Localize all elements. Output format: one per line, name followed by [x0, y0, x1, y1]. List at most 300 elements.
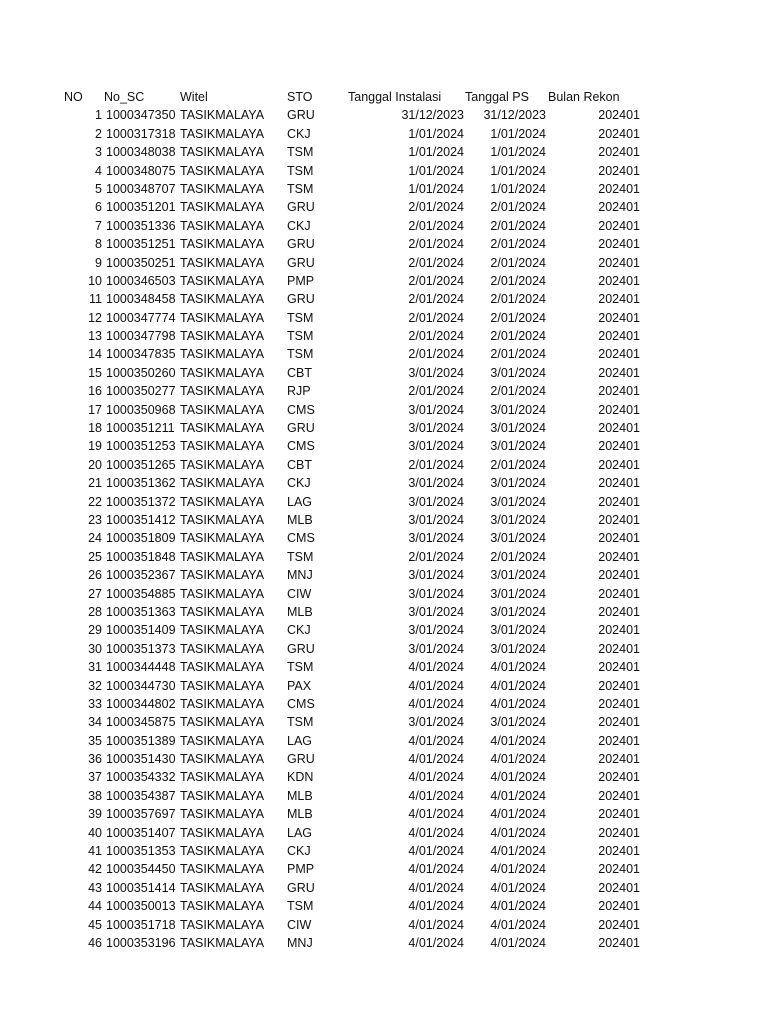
- cell-tanggal-ps: 3/01/2024: [490, 402, 546, 417]
- cell-witel: TASIKMALAYA: [180, 807, 265, 822]
- cell-tanggal-instalasi: 2/01/2024: [408, 237, 464, 252]
- cell-tanggal-ps: 3/01/2024: [490, 623, 546, 638]
- header-tanggal-ps: Tanggal PS: [465, 90, 529, 104]
- cell-no: 44: [88, 899, 102, 914]
- cell-tanggal-ps: 3/01/2024: [490, 586, 546, 601]
- cell-bulan-rekon: 202401: [598, 439, 640, 454]
- table-row: [60, 897, 660, 915]
- table-row: [60, 493, 660, 511]
- table-row: [60, 677, 660, 695]
- table-row: [60, 529, 660, 547]
- cell-bulan-rekon: 202401: [598, 917, 640, 932]
- spreadsheet-table: [60, 88, 660, 952]
- cell-tanggal-instalasi: 3/01/2024: [408, 586, 464, 601]
- cell-tanggal-ps: 2/01/2024: [490, 329, 546, 344]
- cell-tanggal-ps: 2/01/2024: [490, 200, 546, 215]
- cell-witel: TASIKMALAYA: [180, 126, 265, 141]
- cell-sto: LAG: [287, 825, 313, 840]
- cell-no: 40: [88, 825, 102, 840]
- cell-sto: PAX: [287, 678, 312, 693]
- cell-no: 34: [88, 715, 102, 730]
- cell-bulan-rekon: 202401: [598, 292, 640, 307]
- cell-tanggal-ps: 4/01/2024: [490, 917, 546, 932]
- cell-no: 28: [88, 604, 102, 619]
- table-row: [60, 732, 660, 750]
- cell-bulan-rekon: 202401: [598, 310, 640, 325]
- cell-sto: CMS: [287, 696, 315, 711]
- table-row: [60, 805, 660, 823]
- cell-no-sc: 1000317318: [106, 126, 176, 141]
- cell-no: 16: [88, 384, 102, 399]
- cell-sto: MLB: [287, 512, 313, 527]
- table-row: [60, 125, 660, 143]
- cell-bulan-rekon: 202401: [598, 329, 640, 344]
- cell-no: 36: [88, 752, 102, 767]
- cell-bulan-rekon: 202401: [598, 678, 640, 693]
- cell-bulan-rekon: 202401: [598, 807, 640, 822]
- cell-witel: TASIKMALAYA: [180, 181, 265, 196]
- table-row: [60, 309, 660, 327]
- cell-witel: TASIKMALAYA: [180, 145, 265, 160]
- cell-tanggal-instalasi: 4/01/2024: [408, 678, 464, 693]
- cell-no-sc: 1000351265: [106, 457, 176, 472]
- cell-no-sc: 1000351848: [106, 549, 176, 564]
- cell-tanggal-instalasi: 3/01/2024: [408, 421, 464, 436]
- table-row: [60, 345, 660, 363]
- cell-witel: TASIKMALAYA: [180, 899, 265, 914]
- cell-no: 12: [88, 310, 102, 325]
- cell-bulan-rekon: 202401: [598, 844, 640, 859]
- cell-sto: MLB: [287, 807, 313, 822]
- cell-no-sc: 1000351407: [106, 825, 176, 840]
- cell-no: 19: [88, 439, 102, 454]
- cell-tanggal-instalasi: 4/01/2024: [408, 660, 464, 675]
- cell-tanggal-instalasi: 2/01/2024: [408, 218, 464, 233]
- cell-bulan-rekon: 202401: [598, 476, 640, 491]
- table-row: [60, 548, 660, 566]
- cell-no: 29: [88, 623, 102, 638]
- cell-witel: TASIKMALAYA: [180, 292, 265, 307]
- cell-sto: CIW: [287, 586, 312, 601]
- cell-witel: TASIKMALAYA: [180, 586, 265, 601]
- cell-tanggal-ps: 4/01/2024: [490, 825, 546, 840]
- cell-bulan-rekon: 202401: [598, 273, 640, 288]
- cell-tanggal-instalasi: 3/01/2024: [408, 568, 464, 583]
- cell-tanggal-instalasi: 1/01/2024: [408, 163, 464, 178]
- cell-no: 43: [88, 880, 102, 895]
- cell-bulan-rekon: 202401: [598, 384, 640, 399]
- cell-tanggal-ps: 4/01/2024: [490, 880, 546, 895]
- cell-no: 3: [95, 145, 102, 160]
- cell-no: 21: [88, 476, 102, 491]
- cell-witel: TASIKMALAYA: [180, 531, 265, 546]
- cell-no: 6: [95, 200, 102, 215]
- cell-tanggal-ps: 4/01/2024: [490, 862, 546, 877]
- cell-no-sc: 1000344448: [106, 660, 176, 675]
- cell-tanggal-instalasi: 4/01/2024: [408, 696, 464, 711]
- cell-no-sc: 1000351336: [106, 218, 176, 233]
- cell-tanggal-instalasi: 3/01/2024: [408, 604, 464, 619]
- cell-tanggal-ps: 1/01/2024: [490, 181, 546, 196]
- cell-no: 45: [88, 917, 102, 932]
- cell-bulan-rekon: 202401: [598, 549, 640, 564]
- table-row: [60, 621, 660, 639]
- cell-tanggal-instalasi: 2/01/2024: [408, 255, 464, 270]
- cell-no-sc: 1000351201: [106, 200, 176, 215]
- table-row: [60, 162, 660, 180]
- cell-witel: TASIKMALAYA: [180, 678, 265, 693]
- cell-bulan-rekon: 202401: [598, 421, 640, 436]
- cell-no-sc: 1000344730: [106, 678, 176, 693]
- cell-no-sc: 1000351809: [106, 531, 176, 546]
- cell-sto: TSM: [287, 899, 314, 914]
- cell-sto: TSM: [287, 163, 314, 178]
- cell-no: 33: [88, 696, 102, 711]
- cell-tanggal-ps: 4/01/2024: [490, 678, 546, 693]
- cell-sto: CKJ: [287, 623, 311, 638]
- cell-sto: MNJ: [287, 935, 313, 950]
- cell-witel: TASIKMALAYA: [180, 788, 265, 803]
- cell-tanggal-instalasi: 1/01/2024: [408, 126, 464, 141]
- cell-witel: TASIKMALAYA: [180, 660, 265, 675]
- cell-no: 9: [95, 255, 102, 270]
- cell-sto: GRU: [287, 108, 315, 123]
- cell-no-sc: 1000351211: [106, 421, 175, 436]
- cell-no-sc: 1000347774: [106, 310, 176, 325]
- cell-no: 11: [89, 292, 102, 307]
- table-row: [60, 382, 660, 400]
- table-row: [60, 143, 660, 161]
- cell-no: 30: [88, 641, 102, 656]
- cell-tanggal-instalasi: 4/01/2024: [408, 788, 464, 803]
- cell-no: 5: [95, 181, 102, 196]
- header-sto: STO: [287, 90, 313, 104]
- cell-tanggal-ps: 3/01/2024: [490, 531, 546, 546]
- cell-witel: TASIKMALAYA: [180, 623, 265, 638]
- cell-bulan-rekon: 202401: [598, 108, 640, 123]
- table-row: [60, 106, 660, 124]
- cell-witel: TASIKMALAYA: [180, 384, 265, 399]
- cell-no-sc: 1000350251: [106, 255, 176, 270]
- cell-tanggal-instalasi: 3/01/2024: [408, 494, 464, 509]
- cell-no-sc: 1000347835: [106, 347, 176, 362]
- cell-sto: TSM: [287, 660, 314, 675]
- cell-witel: TASIKMALAYA: [180, 733, 265, 748]
- table-row: [60, 585, 660, 603]
- cell-sto: GRU: [287, 292, 315, 307]
- table-row: [60, 640, 660, 658]
- cell-witel: TASIKMALAYA: [180, 696, 265, 711]
- cell-tanggal-ps: 1/01/2024: [490, 163, 546, 178]
- table-row: [60, 327, 660, 345]
- cell-no-sc: 1000351373: [106, 641, 176, 656]
- cell-sto: CMS: [287, 402, 315, 417]
- cell-no-sc: 1000354885: [106, 586, 176, 601]
- cell-bulan-rekon: 202401: [598, 623, 640, 638]
- cell-no-sc: 1000351253: [106, 439, 176, 454]
- table-row: [60, 916, 660, 934]
- table-row: [60, 566, 660, 584]
- cell-bulan-rekon: 202401: [598, 586, 640, 601]
- table-row: [60, 603, 660, 621]
- table-row: [60, 401, 660, 419]
- cell-tanggal-ps: 4/01/2024: [490, 696, 546, 711]
- cell-bulan-rekon: 202401: [598, 752, 640, 767]
- cell-sto: GRU: [287, 237, 315, 252]
- cell-sto: CKJ: [287, 126, 311, 141]
- table-row: [60, 290, 660, 308]
- cell-no: 7: [95, 218, 102, 233]
- cell-no-sc: 1000354332: [106, 770, 176, 785]
- table-row: [60, 658, 660, 676]
- cell-tanggal-ps: 4/01/2024: [490, 660, 546, 675]
- cell-tanggal-ps: 3/01/2024: [490, 715, 546, 730]
- cell-no-sc: 1000351251: [106, 237, 176, 252]
- cell-witel: TASIKMALAYA: [180, 862, 265, 877]
- header-row: [60, 88, 660, 106]
- cell-tanggal-ps: 2/01/2024: [490, 237, 546, 252]
- header-witel: Witel: [180, 90, 208, 104]
- table-row: [60, 456, 660, 474]
- cell-tanggal-instalasi: 4/01/2024: [408, 899, 464, 914]
- cell-witel: TASIKMALAYA: [180, 273, 265, 288]
- cell-no: 14: [88, 347, 102, 362]
- cell-sto: GRU: [287, 641, 315, 656]
- cell-witel: TASIKMALAYA: [180, 347, 265, 362]
- cell-sto: TSM: [287, 145, 314, 160]
- cell-bulan-rekon: 202401: [598, 163, 640, 178]
- cell-no-sc: 1000346503: [106, 273, 176, 288]
- cell-sto: TSM: [287, 347, 314, 362]
- cell-sto: MLB: [287, 788, 313, 803]
- cell-witel: TASIKMALAYA: [180, 457, 265, 472]
- cell-tanggal-instalasi: 4/01/2024: [408, 880, 464, 895]
- cell-no-sc: 1000351363: [106, 604, 176, 619]
- cell-no-sc: 1000354450: [106, 862, 176, 877]
- table-row: [60, 768, 660, 786]
- cell-tanggal-ps: 31/12/2023: [483, 108, 546, 123]
- cell-bulan-rekon: 202401: [598, 715, 640, 730]
- table-row: [60, 419, 660, 437]
- cell-tanggal-ps: 4/01/2024: [490, 733, 546, 748]
- cell-tanggal-instalasi: 3/01/2024: [408, 365, 464, 380]
- cell-bulan-rekon: 202401: [598, 145, 640, 160]
- cell-no: 41: [88, 844, 102, 859]
- cell-witel: TASIKMALAYA: [180, 365, 265, 380]
- cell-tanggal-ps: 2/01/2024: [490, 255, 546, 270]
- cell-no: 4: [95, 163, 102, 178]
- cell-sto: CKJ: [287, 476, 311, 491]
- table-row: [60, 713, 660, 731]
- cell-tanggal-instalasi: 4/01/2024: [408, 844, 464, 859]
- cell-witel: TASIKMALAYA: [180, 237, 265, 252]
- cell-no-sc: 1000351430: [106, 752, 176, 767]
- cell-no-sc: 1000351412: [106, 512, 176, 527]
- cell-tanggal-instalasi: 3/01/2024: [408, 715, 464, 730]
- cell-bulan-rekon: 202401: [598, 604, 640, 619]
- cell-tanggal-instalasi: 4/01/2024: [408, 807, 464, 822]
- cell-tanggal-instalasi: 2/01/2024: [408, 310, 464, 325]
- cell-no-sc: 1000350260: [106, 365, 176, 380]
- cell-bulan-rekon: 202401: [598, 696, 640, 711]
- cell-tanggal-instalasi: 3/01/2024: [408, 476, 464, 491]
- cell-tanggal-instalasi: 3/01/2024: [408, 402, 464, 417]
- cell-no-sc: 1000354387: [106, 788, 176, 803]
- table-body: [60, 106, 660, 952]
- cell-no: 42: [88, 862, 102, 877]
- cell-bulan-rekon: 202401: [598, 365, 640, 380]
- cell-no: 39: [88, 807, 102, 822]
- cell-sto: CMS: [287, 439, 315, 454]
- cell-tanggal-ps: 1/01/2024: [490, 126, 546, 141]
- cell-witel: TASIKMALAYA: [180, 108, 265, 123]
- cell-sto: GRU: [287, 880, 315, 895]
- cell-tanggal-instalasi: 2/01/2024: [408, 329, 464, 344]
- cell-tanggal-ps: 3/01/2024: [490, 476, 546, 491]
- table-row: [60, 842, 660, 860]
- cell-witel: TASIKMALAYA: [180, 917, 265, 932]
- cell-sto: CBT: [287, 365, 312, 380]
- cell-no: 8: [95, 237, 102, 252]
- cell-witel: TASIKMALAYA: [180, 310, 265, 325]
- cell-witel: TASIKMALAYA: [180, 163, 265, 178]
- cell-no: 23: [88, 512, 102, 527]
- cell-tanggal-instalasi: 4/01/2024: [408, 825, 464, 840]
- cell-tanggal-ps: 4/01/2024: [490, 807, 546, 822]
- cell-bulan-rekon: 202401: [598, 255, 640, 270]
- cell-no-sc: 1000345875: [106, 715, 176, 730]
- cell-witel: TASIKMALAYA: [180, 421, 265, 436]
- cell-witel: TASIKMALAYA: [180, 439, 265, 454]
- cell-no-sc: 1000351372: [106, 494, 176, 509]
- cell-witel: TASIKMALAYA: [180, 494, 265, 509]
- cell-witel: TASIKMALAYA: [180, 549, 265, 564]
- cell-sto: CKJ: [287, 844, 311, 859]
- cell-witel: TASIKMALAYA: [180, 512, 265, 527]
- cell-witel: TASIKMALAYA: [180, 200, 265, 215]
- cell-bulan-rekon: 202401: [598, 126, 640, 141]
- cell-tanggal-ps: 2/01/2024: [490, 384, 546, 399]
- cell-tanggal-ps: 1/01/2024: [490, 145, 546, 160]
- cell-sto: CMS: [287, 531, 315, 546]
- cell-tanggal-ps: 2/01/2024: [490, 273, 546, 288]
- table-row: [60, 787, 660, 805]
- cell-tanggal-ps: 2/01/2024: [490, 292, 546, 307]
- cell-bulan-rekon: 202401: [598, 641, 640, 656]
- cell-tanggal-ps: 3/01/2024: [490, 604, 546, 619]
- cell-sto: TSM: [287, 549, 314, 564]
- cell-tanggal-ps: 4/01/2024: [490, 899, 546, 914]
- cell-tanggal-instalasi: 2/01/2024: [408, 384, 464, 399]
- cell-sto: CBT: [287, 457, 312, 472]
- cell-tanggal-ps: 2/01/2024: [490, 310, 546, 325]
- cell-tanggal-ps: 2/01/2024: [490, 218, 546, 233]
- cell-sto: CKJ: [287, 218, 311, 233]
- cell-tanggal-ps: 3/01/2024: [490, 365, 546, 380]
- table-row: [60, 235, 660, 253]
- cell-bulan-rekon: 202401: [598, 531, 640, 546]
- cell-sto: MNJ: [287, 568, 313, 583]
- cell-tanggal-ps: 3/01/2024: [490, 439, 546, 454]
- table-row: [60, 437, 660, 455]
- cell-tanggal-ps: 4/01/2024: [490, 935, 546, 950]
- cell-bulan-rekon: 202401: [598, 733, 640, 748]
- cell-no-sc: 1000352367: [106, 568, 176, 583]
- cell-sto: LAG: [287, 494, 313, 509]
- cell-sto: RJP: [287, 384, 311, 399]
- cell-bulan-rekon: 202401: [598, 899, 640, 914]
- table-row: [60, 860, 660, 878]
- cell-bulan-rekon: 202401: [598, 218, 640, 233]
- cell-tanggal-ps: 2/01/2024: [490, 347, 546, 362]
- cell-tanggal-ps: 3/01/2024: [490, 568, 546, 583]
- cell-witel: TASIKMALAYA: [180, 770, 265, 785]
- cell-witel: TASIKMALAYA: [180, 329, 265, 344]
- cell-sto: GRU: [287, 200, 315, 215]
- cell-bulan-rekon: 202401: [598, 660, 640, 675]
- cell-no-sc: 1000351409: [106, 623, 176, 638]
- cell-bulan-rekon: 202401: [598, 880, 640, 895]
- cell-tanggal-instalasi: 4/01/2024: [408, 752, 464, 767]
- cell-bulan-rekon: 202401: [598, 494, 640, 509]
- cell-witel: TASIKMALAYA: [180, 641, 265, 656]
- cell-sto: GRU: [287, 255, 315, 270]
- cell-witel: TASIKMALAYA: [180, 844, 265, 859]
- cell-witel: TASIKMALAYA: [180, 218, 265, 233]
- cell-no-sc: 1000347350: [106, 108, 176, 123]
- cell-no-sc: 1000351414: [106, 880, 176, 895]
- cell-no: 10: [88, 273, 102, 288]
- cell-tanggal-instalasi: 2/01/2024: [408, 200, 464, 215]
- cell-no-sc: 1000348075: [106, 163, 176, 178]
- cell-tanggal-ps: 3/01/2024: [490, 421, 546, 436]
- cell-sto: GRU: [287, 421, 315, 436]
- cell-no-sc: 1000357697: [106, 807, 176, 822]
- cell-witel: TASIKMALAYA: [180, 880, 265, 895]
- table-row: [60, 879, 660, 897]
- cell-no: 17: [88, 402, 102, 417]
- cell-no-sc: 1000351389: [106, 733, 176, 748]
- table-row: [60, 364, 660, 382]
- cell-no: 1: [95, 108, 102, 123]
- cell-tanggal-ps: 2/01/2024: [490, 549, 546, 564]
- cell-no: 25: [88, 549, 102, 564]
- cell-no: 37: [88, 770, 102, 785]
- cell-no-sc: 1000350968: [106, 402, 176, 417]
- cell-no: 35: [88, 733, 102, 748]
- cell-no: 38: [88, 788, 102, 803]
- cell-bulan-rekon: 202401: [598, 237, 640, 252]
- cell-tanggal-ps: 4/01/2024: [490, 770, 546, 785]
- cell-tanggal-instalasi: 2/01/2024: [408, 549, 464, 564]
- cell-no: 32: [88, 678, 102, 693]
- header-no: NO: [64, 90, 83, 104]
- cell-no-sc: 1000351362: [106, 476, 176, 491]
- cell-sto: PMP: [287, 862, 315, 877]
- cell-no-sc: 1000347798: [106, 329, 176, 344]
- header-bulan-rekon: Bulan Rekon: [548, 90, 620, 104]
- cell-tanggal-instalasi: 3/01/2024: [408, 641, 464, 656]
- cell-no-sc: 1000350277: [106, 384, 176, 399]
- cell-bulan-rekon: 202401: [598, 402, 640, 417]
- cell-no: 18: [88, 421, 102, 436]
- cell-tanggal-ps: 2/01/2024: [490, 457, 546, 472]
- cell-tanggal-instalasi: 1/01/2024: [408, 181, 464, 196]
- cell-no: 2: [95, 126, 102, 141]
- cell-witel: TASIKMALAYA: [180, 604, 265, 619]
- cell-no-sc: 1000351353: [106, 844, 176, 859]
- cell-sto: PMP: [287, 273, 315, 288]
